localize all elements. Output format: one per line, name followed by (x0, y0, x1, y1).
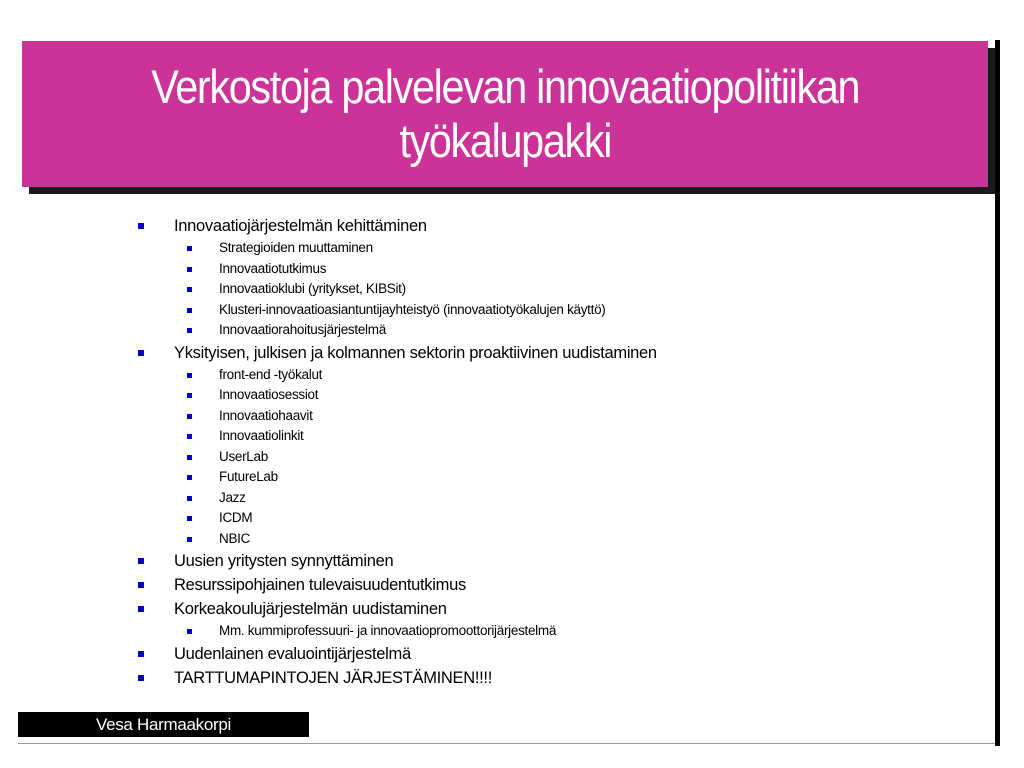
sub-list-item (0, 320, 990, 341)
sub-list-item-label: Mm. kummiprofessuuri- ja innovaatiopromoottorijärjestelmä (219, 623, 557, 638)
list-item-label: Innovaatiojärjestelmän kehittäminen (174, 217, 427, 235)
square-bullet-icon (138, 350, 144, 356)
sub-list-item-label: ICDM (219, 510, 253, 525)
square-bullet-icon (187, 308, 192, 313)
sub-list-item-label: Klusteri-innovaatioasiantuntijayhteistyö (innovaatiotyökalujen käyttö) (219, 301, 606, 317)
sub-list-item (0, 488, 990, 509)
list-item (0, 549, 990, 573)
list-item-label: TARTTUMAPINTOJEN JÄRJESTÄMINEN!!!! (174, 668, 492, 687)
list-item-label: Uusien yritysten synnyttäminen (174, 552, 394, 570)
sub-list-item (0, 365, 990, 386)
sub-list-item (0, 426, 990, 447)
sub-list-item (0, 238, 990, 259)
sub-list-item-label: FutureLab (219, 469, 278, 484)
square-bullet-icon (187, 414, 192, 419)
square-bullet-icon (187, 287, 192, 292)
sub-list-item (0, 406, 990, 427)
list-item (0, 214, 990, 238)
list-item-label: Yksityisen, julkisen ja kolmannen sektorin proaktiivinen uudistaminen (174, 343, 657, 362)
square-bullet-icon (187, 496, 192, 501)
list-item-label: Resurssipohjainen tulevaisuudentutkimus (174, 576, 466, 594)
square-bullet-icon (187, 267, 192, 272)
sub-list-item-label: NBIC (219, 530, 251, 546)
square-bullet-icon (187, 516, 192, 521)
footer-divider (18, 743, 995, 744)
sub-list-item (0, 259, 990, 280)
list-item-label: Uudenlainen evaluointijärjestelmä (174, 644, 411, 663)
list-item (0, 341, 990, 365)
sub-list-item (0, 529, 990, 550)
sub-list-item (0, 447, 990, 468)
square-bullet-icon (138, 606, 144, 612)
sub-list-item-label: Jazz (219, 489, 246, 505)
sub-list-item (0, 508, 990, 529)
square-bullet-icon (138, 582, 144, 588)
sub-list-item-label: Innovaatioklubi (yritykset, KIBSit) (219, 281, 406, 296)
square-bullet-icon (187, 455, 192, 460)
sub-list-item-label: Strategioiden muuttaminen (219, 240, 373, 255)
sub-list-item (0, 300, 990, 321)
sub-list-item-label: UserLab (219, 448, 268, 464)
square-bullet-icon (138, 558, 144, 564)
list-item (0, 666, 990, 690)
sub-list-item (0, 621, 990, 642)
list-item (0, 573, 990, 597)
square-bullet-icon (187, 246, 192, 251)
slide-title: Verkostoja palvelevan innovaatiopolitiikan työkalupakki (151, 60, 859, 167)
sub-list-item (0, 279, 990, 300)
square-bullet-icon (187, 537, 192, 542)
sub-list-item (0, 385, 990, 406)
square-bullet-icon (138, 223, 144, 229)
sub-list-item-label: Innovaatiosessiot (219, 387, 319, 402)
square-bullet-icon (187, 328, 192, 333)
footer-author: Vesa Harmaakorpi (18, 712, 309, 737)
square-bullet-icon (187, 475, 192, 480)
square-bullet-icon (138, 675, 144, 681)
list-item (0, 642, 990, 666)
sub-list-item-label: Innovaatiohaavit (219, 407, 313, 423)
square-bullet-icon (187, 434, 192, 439)
sub-list-item-label: Innovaatiotutkimus (219, 260, 327, 276)
sub-list-item-label: front-end -työkalut (219, 366, 323, 382)
list-item (0, 597, 990, 621)
list-item-label: Korkeakoulujärjestelmän uudistaminen (174, 600, 447, 618)
square-bullet-icon (138, 651, 144, 657)
square-bullet-icon (187, 373, 192, 378)
sub-list-item-label: Innovaatiorahoitusjärjestelmä (219, 322, 386, 337)
sub-list-item (0, 467, 990, 488)
slide-right-border (995, 40, 1000, 746)
sub-list-item-label: Innovaatiolinkit (219, 428, 304, 443)
bullet-list (0, 214, 990, 690)
square-bullet-icon (187, 393, 192, 398)
square-bullet-icon (187, 629, 192, 634)
title-box (22, 41, 988, 187)
